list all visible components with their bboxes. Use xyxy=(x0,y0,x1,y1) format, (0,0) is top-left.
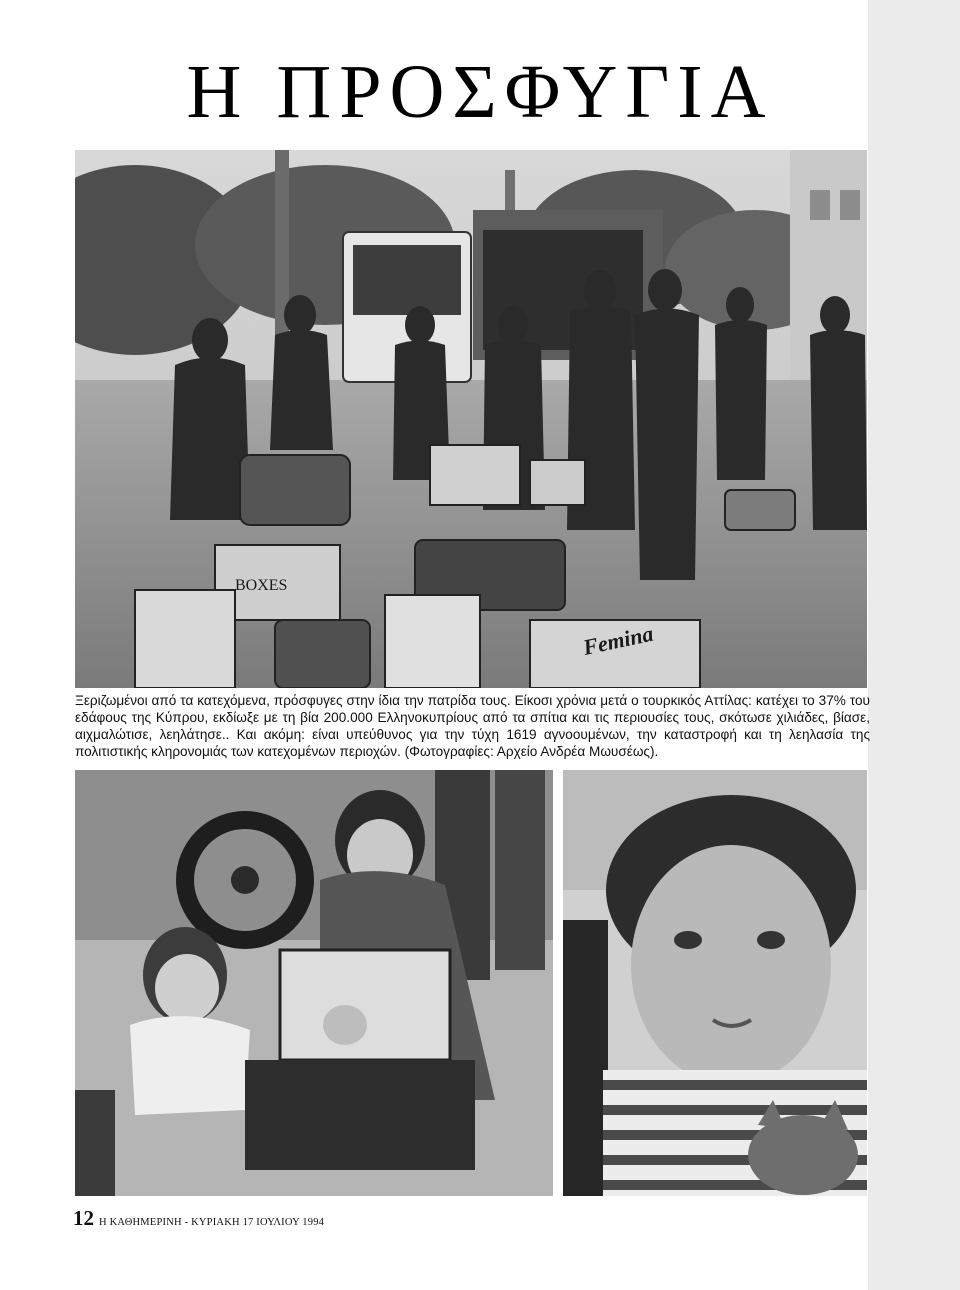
box-label-femina: Femina xyxy=(580,620,656,660)
right-margin-band xyxy=(868,0,960,1290)
children-with-baby-photo xyxy=(75,770,553,1196)
publication-dateline: Η ΚΑΘΗΜΕΡΙΝΗ - ΚΥΡΙΑΚΗ 17 ΙΟΥΛΙΟΥ 1994 xyxy=(99,1217,325,1228)
refugees-luggage-photo xyxy=(75,150,867,688)
photo-caption: Ξεριζωμένοι από τα κατεχόμενα, πρόσφυγες στην ίδια την πατρίδα τους. Είκοσι χρόνια μετά ο τουρκικός Αττίλας: κατέχει το 37% του εδάφους της Κύπρου, εκδίωξε με τη βία 200.000 Ελληνοκυπρίους από τα σπίτια και τις περιουσίες τους, σκότωσε χιλιάδες, βίασε, αιχμαλώτισε, λεηλάτησε.. Και ακόμη: είναι υπεύθυνος για την τύχη 1619 αγνοουμένων, την καταστροφή και τη λεηλασία της πολιτιστικής κληρονομιάς των κατεχομένων περιοχών. (Φωτογραφίες: Αρχείο Ανδρέα Μωυσέως). xyxy=(75,693,870,759)
page-number: 12 xyxy=(73,1206,94,1230)
page-footer xyxy=(73,1206,324,1230)
box-label-boxes: BOXES xyxy=(235,577,288,594)
page-title: Η ΠΡΟΣΦΥΓΙΑ xyxy=(186,50,774,134)
boy-with-kitten-photo xyxy=(563,770,867,1196)
